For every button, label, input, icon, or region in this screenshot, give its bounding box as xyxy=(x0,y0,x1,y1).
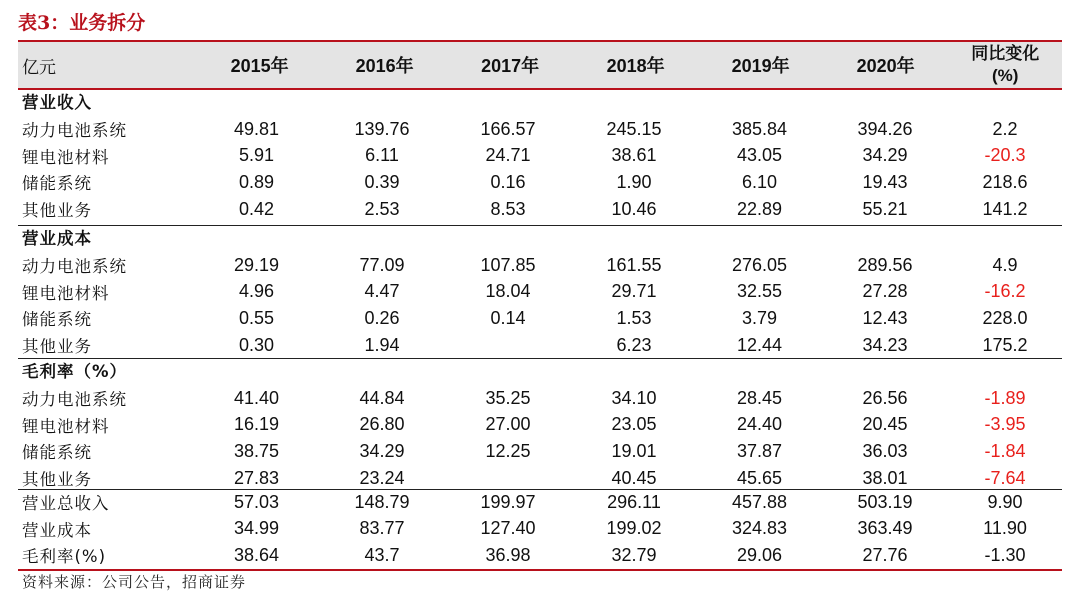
row-label: 锂电池材料 xyxy=(22,416,110,436)
table-title: 表3：业务拆分 xyxy=(18,12,146,34)
table-row xyxy=(18,305,1062,332)
value-cell: 245.15 xyxy=(606,118,662,139)
table-row xyxy=(18,516,1062,543)
header-yoy-line2: (%) xyxy=(991,66,1019,85)
value-cell: 27.00 xyxy=(485,414,531,435)
value-cell: 12.43 xyxy=(862,307,908,328)
row-label: 动力电池系统 xyxy=(22,390,127,410)
value-cell: 38.75 xyxy=(233,440,280,461)
value-cell: 161.55 xyxy=(606,254,662,275)
value-cell: 19.43 xyxy=(862,171,908,192)
value-cell: 36.98 xyxy=(485,544,531,565)
value-cell: 2.53 xyxy=(364,198,400,219)
table-row xyxy=(18,465,1062,492)
table-row xyxy=(18,412,1062,439)
value-cell: 34.29 xyxy=(862,145,908,166)
table-row xyxy=(18,116,1062,143)
value-cell: 77.09 xyxy=(359,254,405,275)
value-cell: 26.56 xyxy=(862,387,908,408)
value-cell: 26.80 xyxy=(359,414,405,435)
value-cell: 35.25 xyxy=(485,387,531,408)
value-cell: 83.77 xyxy=(359,518,405,539)
value-cell: 107.85 xyxy=(480,254,536,275)
row-label: 其他业务 xyxy=(22,470,92,490)
row-label: 毛利率(%) xyxy=(22,547,107,567)
header-year-2016: 2016年 xyxy=(355,56,414,76)
yoy-cell: 11.90 xyxy=(983,518,1027,539)
value-cell: 12.25 xyxy=(485,440,531,461)
value-cell: 43.05 xyxy=(736,145,783,166)
value-cell: 289.56 xyxy=(857,254,913,275)
row-label: 其他业务 xyxy=(22,337,92,357)
value-cell: 199.97 xyxy=(480,491,536,512)
table-row xyxy=(18,279,1062,306)
value-cell: 0.16 xyxy=(490,171,526,192)
table-row xyxy=(18,385,1062,412)
value-cell: 127.40 xyxy=(480,518,536,539)
header-unit: 亿元 xyxy=(22,57,56,78)
value-cell: 0.39 xyxy=(364,171,400,192)
value-cell: 28.45 xyxy=(736,387,783,408)
table-row xyxy=(18,252,1062,279)
source-note: 资料来源：公司公告，招商证券 xyxy=(22,573,247,591)
header-year-2019: 2019年 xyxy=(731,56,790,76)
value-cell: 41.40 xyxy=(233,387,280,408)
row-label: 储能系统 xyxy=(22,310,92,330)
value-cell: 29.19 xyxy=(233,254,280,275)
table-header xyxy=(18,42,1062,88)
table-row xyxy=(18,438,1062,465)
value-cell: 6.23 xyxy=(616,334,652,355)
value-cell: 0.26 xyxy=(364,307,400,328)
value-cell: 8.53 xyxy=(490,198,526,219)
value-cell: 40.45 xyxy=(611,467,657,488)
value-cell: 10.46 xyxy=(611,198,657,219)
value-cell: 29.71 xyxy=(611,281,657,302)
value-cell: 34.10 xyxy=(611,387,657,408)
yoy-cell: 228.0 xyxy=(982,307,1028,328)
row-label: 其他业务 xyxy=(22,201,92,221)
section-title: 毛利率（%） xyxy=(22,362,128,381)
value-cell: 503.19 xyxy=(857,491,913,512)
value-cell: 43.7 xyxy=(364,544,400,565)
table-row xyxy=(18,332,1062,359)
value-cell: 394.26 xyxy=(857,118,913,139)
value-cell: 139.76 xyxy=(354,118,410,139)
value-cell: 1.53 xyxy=(616,307,652,328)
value-cell: 4.96 xyxy=(238,281,275,302)
value-cell: 29.06 xyxy=(736,544,783,565)
header-yoy-line1: 同比变化 xyxy=(971,44,1040,63)
value-cell: 3.79 xyxy=(741,307,778,328)
value-cell: 20.45 xyxy=(862,414,908,435)
value-cell: 199.02 xyxy=(606,518,662,539)
header-year-2018: 2018年 xyxy=(606,56,665,76)
value-cell: 34.99 xyxy=(233,518,280,539)
value-cell: 16.19 xyxy=(233,414,280,435)
header-yoy xyxy=(948,43,1062,87)
yoy-cell: 218.6 xyxy=(982,171,1028,192)
value-cell: 34.29 xyxy=(359,440,405,461)
value-cell: 6.11 xyxy=(365,145,399,166)
value-cell: 23.05 xyxy=(611,414,657,435)
yoy-cell: 9.90 xyxy=(987,491,1023,512)
value-cell: 55.21 xyxy=(862,198,908,219)
value-cell: 49.81 xyxy=(233,118,280,139)
table-row xyxy=(18,169,1062,196)
row-label: 营业总收入 xyxy=(22,494,110,514)
value-cell: 24.71 xyxy=(485,145,531,166)
value-cell: 296.11 xyxy=(607,491,661,512)
value-cell: 23.24 xyxy=(359,467,405,488)
value-cell: 27.76 xyxy=(862,544,908,565)
yoy-cell: -7.64 xyxy=(984,467,1026,488)
section-totals xyxy=(18,489,1062,569)
yoy-cell: -1.30 xyxy=(984,544,1026,565)
yoy-cell: 175.2 xyxy=(982,334,1028,355)
value-cell: 363.49 xyxy=(857,518,913,539)
value-cell: 385.84 xyxy=(731,118,788,139)
header-year-2015: 2015年 xyxy=(230,56,289,76)
header-year-2020: 2020年 xyxy=(856,56,915,76)
value-cell: 324.83 xyxy=(731,518,788,539)
value-cell: 0.14 xyxy=(490,307,526,328)
value-cell: 457.88 xyxy=(731,491,788,512)
row-label: 锂电池材料 xyxy=(22,283,110,303)
row-label: 营业成本 xyxy=(22,520,92,540)
value-cell: 12.44 xyxy=(736,334,783,355)
section-revenue xyxy=(18,90,1062,222)
value-cell: 0.42 xyxy=(238,198,275,219)
value-cell: 1.90 xyxy=(616,171,652,192)
value-cell: 22.89 xyxy=(736,198,783,219)
value-cell: 5.91 xyxy=(238,145,275,166)
value-cell: 18.04 xyxy=(485,281,531,302)
yoy-cell: -16.2 xyxy=(984,281,1026,302)
value-cell: 38.61 xyxy=(611,145,657,166)
value-cell: 36.03 xyxy=(862,440,908,461)
table-row xyxy=(18,489,1062,516)
row-label: 动力电池系统 xyxy=(22,257,127,277)
value-cell: 34.23 xyxy=(862,334,908,355)
value-cell: 44.84 xyxy=(359,387,405,408)
value-cell: 32.55 xyxy=(736,281,783,302)
value-cell: 0.30 xyxy=(238,334,275,355)
table-row xyxy=(18,143,1062,170)
row-label: 动力电池系统 xyxy=(22,121,127,141)
row-label: 锂电池材料 xyxy=(22,147,110,167)
yoy-cell: 2.2 xyxy=(992,118,1018,139)
header-year-2017: 2017年 xyxy=(481,56,540,76)
value-cell: 27.83 xyxy=(233,467,280,488)
value-cell: 38.01 xyxy=(862,467,908,488)
yoy-cell: 4.9 xyxy=(992,254,1018,275)
value-cell: 24.40 xyxy=(736,414,783,435)
yoy-cell: -3.95 xyxy=(984,414,1026,435)
yoy-cell: -20.3 xyxy=(984,145,1026,166)
value-cell: 57.03 xyxy=(233,491,280,512)
section-cost xyxy=(18,226,1062,358)
value-cell: 148.79 xyxy=(354,491,410,512)
table-row xyxy=(18,542,1062,569)
value-cell: 0.89 xyxy=(238,171,275,192)
value-cell: 32.79 xyxy=(611,544,657,565)
section-title: 营业收入 xyxy=(22,93,92,112)
yoy-cell: -1.84 xyxy=(984,440,1026,461)
value-cell: 45.65 xyxy=(736,467,783,488)
section-gross-margin xyxy=(18,359,1062,491)
value-cell: 1.94 xyxy=(364,334,400,355)
value-cell: 37.87 xyxy=(736,440,783,461)
yoy-cell: -1.89 xyxy=(984,387,1026,408)
value-cell: 276.05 xyxy=(731,254,788,275)
value-cell: 19.01 xyxy=(611,440,657,461)
value-cell: 38.64 xyxy=(233,544,280,565)
value-cell: 27.28 xyxy=(862,281,908,302)
row-label: 储能系统 xyxy=(22,443,92,463)
value-cell: 0.55 xyxy=(238,307,275,328)
row-label: 储能系统 xyxy=(22,174,92,194)
value-cell: 4.47 xyxy=(364,281,400,302)
value-cell: 6.10 xyxy=(741,171,778,192)
yoy-cell: 141.2 xyxy=(982,198,1028,219)
section-title: 营业成本 xyxy=(22,229,92,248)
table-row xyxy=(18,196,1062,223)
value-cell: 166.57 xyxy=(480,118,536,139)
